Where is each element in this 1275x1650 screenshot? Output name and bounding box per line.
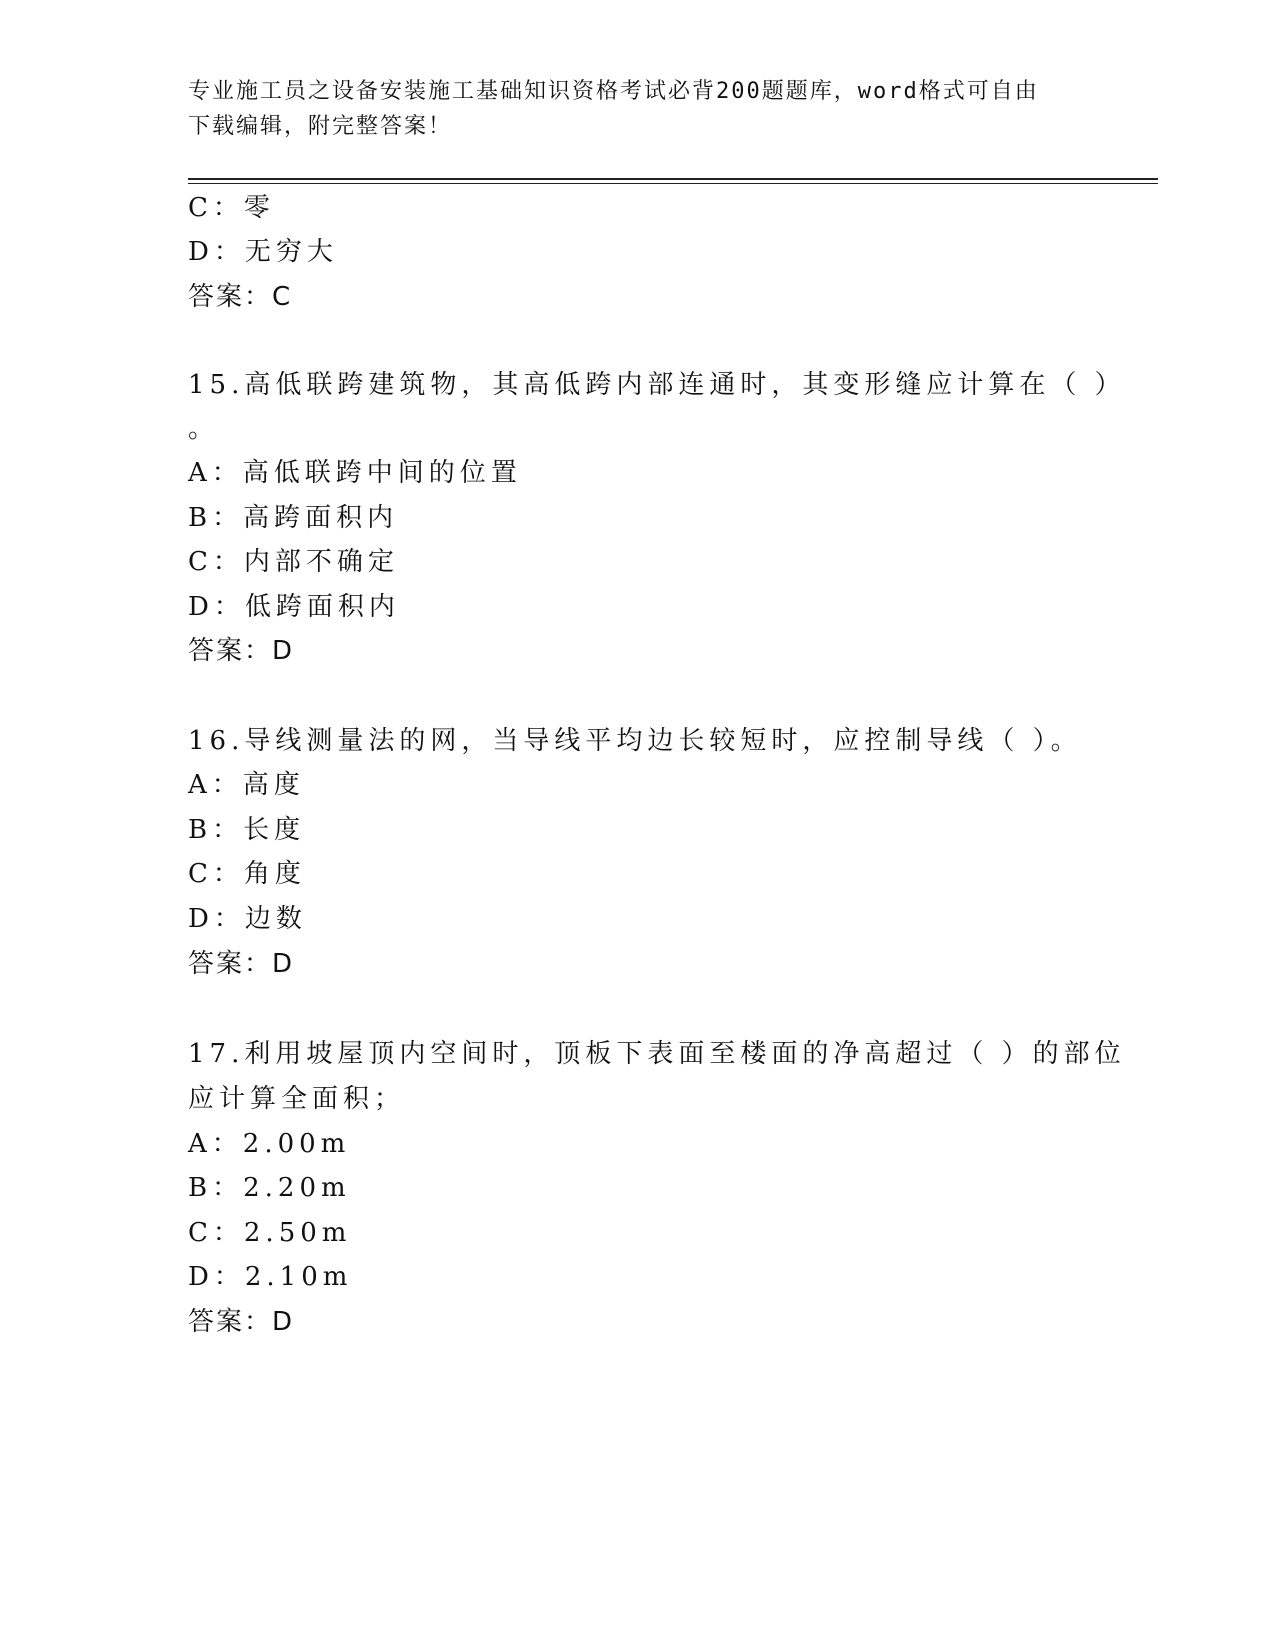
q15-stem-line-1: 15.高低联跨建筑物，其高低跨内部连通时，其变形缝应计算在（ ）: [188, 370, 1126, 400]
q17-stem-line-2: 应计算全面积；: [188, 1084, 406, 1114]
q16-answer: 答案：D: [188, 949, 295, 979]
q16-stem-line-1: 16.导线测量法的网，当导线平均边长较短时，应控制导线（ ）。: [188, 726, 1082, 756]
prev-option-c: C：零: [188, 193, 275, 223]
q15-option-b: B：高跨面积内: [188, 503, 399, 533]
q16-option-a: A：高度: [188, 770, 305, 800]
header-rule-thick: [188, 178, 1158, 180]
q16-option-c: C：角度: [188, 859, 306, 889]
q15-option-c: C：内部不确定: [188, 547, 399, 577]
q15-option-d: D：低跨面积内: [188, 592, 400, 622]
q16-option-b: B：长度: [188, 815, 306, 845]
q17-stem-line-1: 17.利用坡屋顶内空间时，顶板下表面至楼面的净高超过（ ）的部位: [188, 1039, 1126, 1069]
q15-answer: 答案：D: [188, 636, 295, 666]
header-line-1: 专业施工员之设备安装施工基础知识资格考试必背200题题库，word格式可自由: [188, 79, 1039, 104]
prev-option-d: D：无穷大: [188, 237, 338, 267]
header-line-2: 下载编辑，附完整答案！: [188, 114, 453, 139]
header-rule-thin: [188, 183, 1158, 184]
q16-option-d: D：边数: [188, 904, 307, 934]
document-header: [188, 74, 1068, 144]
q17-option-b: B：2.20m: [188, 1173, 351, 1203]
q15-stem-line-2: 。: [188, 414, 220, 444]
prev-answer: 答案：C: [188, 282, 293, 312]
q17-option-d: D：2.10m: [188, 1262, 353, 1292]
q17-option-c: C：2.50m: [188, 1218, 352, 1248]
q15-option-a: A：高低联跨中间的位置: [188, 458, 522, 488]
q17-option-a: A：2.00m: [188, 1129, 351, 1159]
q17-answer: 答案：D: [188, 1307, 295, 1337]
